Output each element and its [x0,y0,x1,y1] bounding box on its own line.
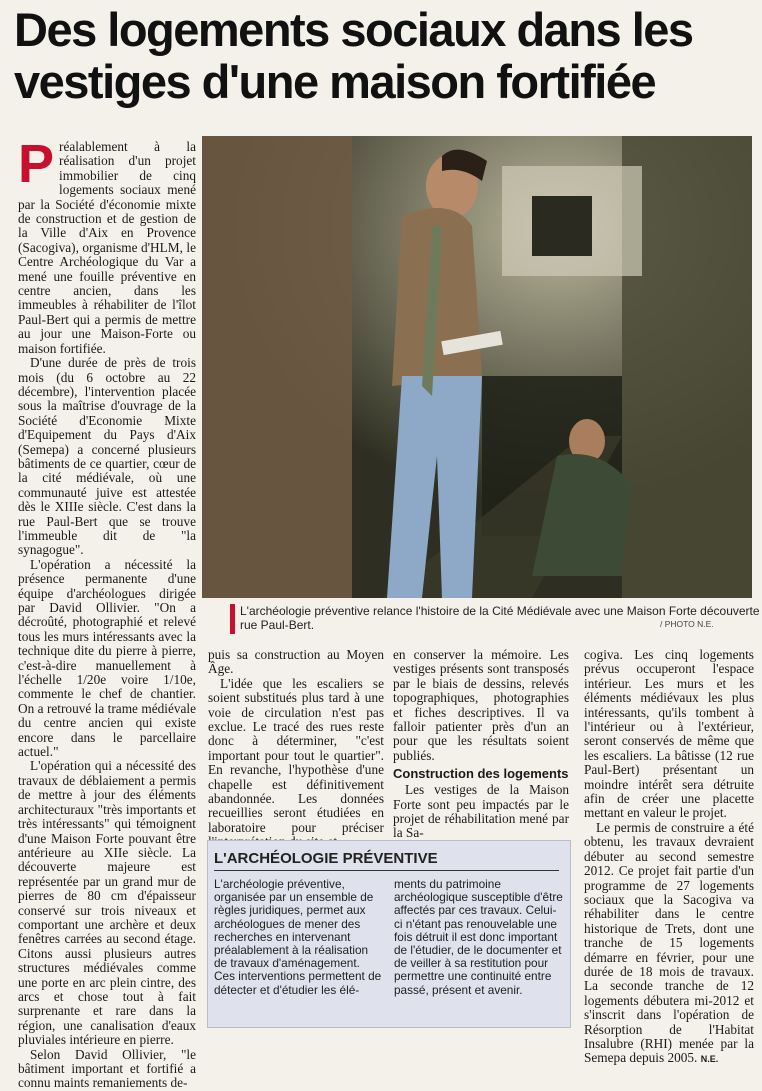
article-column-1 [18,134,196,1091]
headline: Des logements sociaux dans les vestiges d'une maison fortifiée [14,3,693,108]
sidebar-box-rule [214,870,559,871]
drop-cap: P [18,134,55,194]
paragraph-4: L'opération qui a nécessité des travaux de déblaiement a permis de mettre à jour des éléments architecturaux "très importants et très intéressants" qui témoignent d'une Maison Forte pouvant être antérieure au XIIe siècle. La découverte majeure est représentée par un grand mur de pierres de 80 cm d'épaisseur conservé sur trois niveaux et comportant une archère et deux fenêtres carrées au second étage. Citons aussi plusieurs autres structures médiévales comme une porte en arc plein cintre, des arcs et chose tout à fait surprenante et rare dans la région, une canalisation d'eaux pluviales intérieure en pierre. [18,758,196,1048]
paragraph-3: L'opération a nécessité la présence permanente d'une équipe d'archéologues dirigée par David Ollivier. "On a décroûté, photographié et relevé tous les murs intéressants avec la technique dite du pierre à pierre, c'est-à-dire manuellement à l'échelle 1/20e voire 1/10e, commente le chef de chantier. On a retrouvé la trame médiévale du centre ancien qui existe encore dans le parcellaire actuel." [18,556,196,760]
article-column-2 [208,648,384,850]
paragraph-1: Préalablement à la réalisation d'un projet immobilier de cinq logements sociaux mené par la Société d'économie mixte de construction et de gestion de la Ville d'Aix en Provence (Sacogiva), organisme d'HLM, le Centre Archéologique du Var a mené une fouille préventive en centre ancien, dans les immeubles à réhabiliter de l'îlot Paul-Bert qui a permis de mettre au jour une Maison-Forte ou maison fortifiée. [18,134,196,356]
archaeologist-photo-illustration [202,136,752,598]
photo-caption: L'archéologie préventive relance l'histoire de la Cité Médiévale avec une Maison Forte découverte rue Paul-Bert. [240,604,760,632]
sidebar-box-title: L'ARCHÉOLOGIE PRÉVENTIVE [214,850,438,867]
paragraph-1: en conserver la mémoire. Les vestiges présents sont transposés par le biais de dessins, relevés topographiques, photographies et fiches descriptives. Il va falloir patienter près d'un an pour que les résultats soient publiés. [393,647,569,763]
section-subhead: Construction des logements [393,766,569,782]
author-signature: N.E. [700,1054,719,1065]
paragraph-2: Le permis de construire a été obtenu, les travaux devraient débuter au second semestre 2012. Ce projet fait partie d'un programme de 27 logements sociaux que la Sacogiva va réhabiliter dans le centre historique de Trets, dont une tranche de 15 logements démarre en février, pour une durée de 18 mois de travaux. La seconde tranche de 12 logements débutera mi-2012 et s'inscrit dans l'opération de Résorption de l'Habitat Insalubre (RHI) menée par la Semepa depuis 2005. N.E. [584,819,754,1066]
photo-credit: / PHOTO N.E. [660,619,714,629]
paragraph-2: Les vestiges de la Maison Forte sont peu impactés par le projet de réhabilitation mené par la Sa- [393,782,569,841]
paragraph-2: L'idée que les escaliers se soient substitués plus tard à une voie de circulation n'est pas exclue. Le tracé des rues reste donc à déterminer, "c'est important pour tout le quartier". En revanche, l'hypothèse d'une chapelle est définitivement abandonnée. Les données recueillies seront étudiées en laboratoire pour préciser [208,675,384,835]
paragraph-1: puis sa construction au Moyen Âge. [208,647,384,677]
article-column-3 [393,648,569,841]
sidebar-box-column-b: ments du patrimoine archéologique susceptible d'être affectés par ces travaux. Celui-ci n'étant pas renouvelable une fois détruit il est donc important de l'étudier, de le documenter et de veiller à sa restitution pour permettre une continuité entre passé, présent et avenir. [394,877,563,997]
paragraph-5: Selon David Ollivier, "le bâtiment important et fortifié a connu maints remaniements de- [18,1046,196,1091]
sidebar-box-column-a: L'archéologie préventive, organisée par un ensemble de règles juridiques, permet aux archéologues de mener des recherches en intervenant préalablement à la réalisation de travaux d'aménagement. Ces interventions permettent de détecter et d'étudier les élé- [214,877,382,997]
article-column-4 [584,648,754,1067]
article-photo [202,136,752,598]
paragraph-1: cogiva. Les cinq logements prévus occuperont l'espace intérieur. Les murs et les éléments médiévaux les plus intéressants, qu'ils tombent à l'intérieur ou à l'extérieur, seront conservés de même que les escaliers. La bâtisse (12 rue Paul-Bert) présentant un moindre intérêt sera détruite afin de créer une placette mettant en valeur le projet. [584,647,754,821]
paragraph-2: D'une durée de près de trois mois (du 6 octobre au 22 décembre), l'intervention placée sous la maîtrise d'ouvrage de la Société d'Economie Mixte d'Equipement du Pays d'Aix (Semepa) a concerné plusieurs bâtiments de ce quartier, cœur de la cité médiévale, où une communauté juive est attestée dès le XIIIe siècle. C'est dans la rue Paul-Bert que se trouve l'immeuble dit de "la synagogue". [18,355,196,558]
